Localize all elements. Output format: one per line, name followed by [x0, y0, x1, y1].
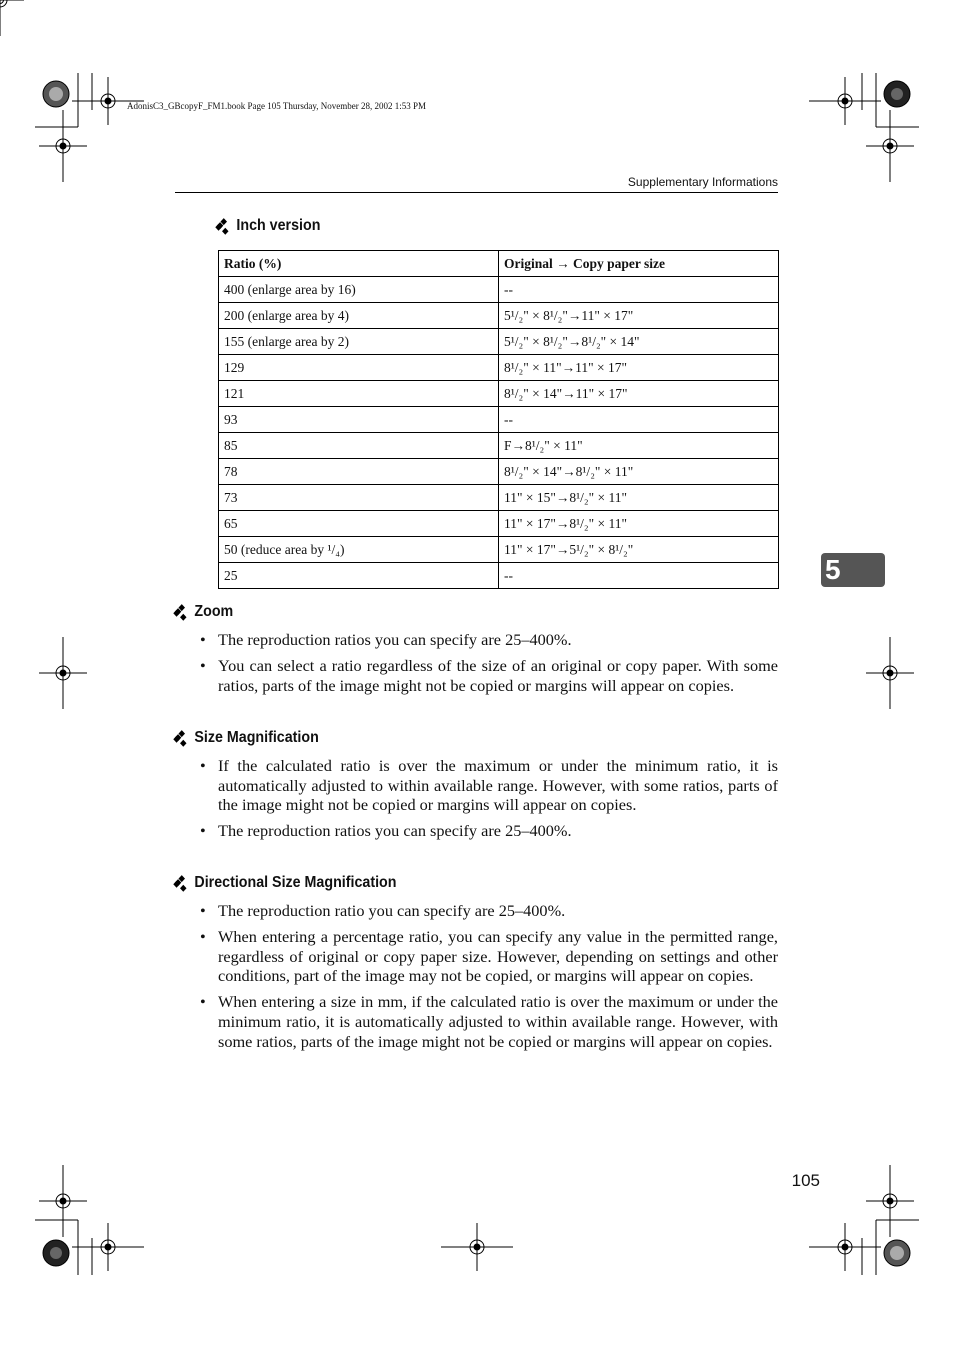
list-item: • You can select a ratio regardless of the size of an original or copy paper. With some ratios, parts of the image might not be copied or margins will appear on copies. [196, 656, 778, 695]
table-row [219, 459, 779, 485]
list-item: • If the calculated ratio is over the maximum or under the minimum ratio, it is automatically adjusted to within available range. However, with some ratios, parts of the image might not be copied or margins will appear on copies. [196, 756, 778, 815]
paper-size-cell: 5¹/₂" × 8¹/₂"→11" × 17" [499, 303, 779, 329]
table-row [219, 485, 779, 511]
section-heading-inch-version: Inch version [218, 217, 320, 235]
size-magnification-bullet-list [196, 756, 778, 847]
section-heading-directional-size-magnification: Directional Size Magnification [176, 874, 396, 892]
list-item: • When entering a size in mm, if the calculated ratio is over the maximum or under the minimum ratio, it is automatically adjusted to within available range. However, with some ratios, parts of the image might not be copied or margins will appear on copies. [196, 992, 778, 1051]
section-heading-size-magnification: Size Magnification [176, 729, 319, 747]
ratio-cell: 65 [219, 511, 499, 537]
header-rule [175, 192, 778, 193]
paper-size-cell: -- [499, 563, 779, 589]
list-item: • The reproduction ratios you can specify are 25–400%. [196, 821, 778, 841]
ratio-cell: 200 (enlarge area by 4) [219, 303, 499, 329]
ratio-cell: 73 [219, 485, 499, 511]
section-heading-zoom: Zoom [176, 603, 233, 621]
ratio-cell: 400 (enlarge area by 16) [219, 277, 499, 303]
ratio-cell: 78 [219, 459, 499, 485]
paper-size-cell: 5¹/₂" × 8¹/₂"→8¹/₂" × 14" [499, 329, 779, 355]
table-row [219, 563, 779, 589]
ratio-cell: 85 [219, 433, 499, 459]
list-item: • When entering a percentage ratio, you can specify any value in the permitted range, regardless of original or copy paper size. However, depending on settings and other conditions, part of the image may not be copied, or margins will appear on copies. [196, 927, 778, 986]
paper-size-cell: 8¹/₂" × 14"→11" × 17" [499, 381, 779, 407]
list-item: • The reproduction ratios you can specify are 25–400%. [196, 630, 778, 650]
paper-size-cell: -- [499, 277, 779, 303]
ratio-cell: 155 (enlarge area by 2) [219, 329, 499, 355]
table-row [219, 277, 779, 303]
ratio-cell: 121 [219, 381, 499, 407]
table-row [219, 303, 779, 329]
ratio-cell: 93 [219, 407, 499, 433]
running-header: Supplementary Informations [627, 175, 778, 189]
paper-size-cell: 11" × 17"→5¹/₂" × 8¹/₂" [499, 537, 779, 563]
directional-bullet-list [196, 901, 778, 1058]
print-slug: AdonisC3_GBcopyF_FM1.book Page 105 Thursday, November 28, 2002 1:53 PM [127, 101, 426, 111]
paper-size-cell: 11" × 15"→8¹/₂" × 11" [499, 485, 779, 511]
table-row [219, 355, 779, 381]
table-row [219, 433, 779, 459]
table-header-row [219, 251, 779, 277]
ratio-cell: 50 (reduce area by ¹/₄) [219, 537, 499, 563]
zoom-bullet-list [196, 630, 778, 702]
table-row [219, 407, 779, 433]
paper-size-cell: 11" × 17"→8¹/₂" × 11" [499, 511, 779, 537]
ratio-cell: 25 [219, 563, 499, 589]
table-row [219, 537, 779, 563]
diamond-bullet-icon [176, 731, 187, 743]
page-number: 105 [791, 1171, 820, 1190]
paper-size-cell: F→8¹/₂" × 11" [499, 433, 779, 459]
ratio-cell: 129 [219, 355, 499, 381]
diamond-bullet-icon [218, 219, 229, 231]
table-row [219, 329, 779, 355]
diamond-bullet-icon [176, 605, 187, 617]
column-header: Ratio (%) [219, 251, 499, 277]
list-item: • The reproduction ratio you can specify are 25–400%. [196, 901, 778, 921]
column-header: Original → Copy paper size [499, 251, 779, 277]
diamond-bullet-icon [176, 876, 187, 888]
paper-size-cell: 8¹/₂" × 11"→11" × 17" [499, 355, 779, 381]
paper-size-cell: -- [499, 407, 779, 433]
paper-size-cell: 8¹/₂" × 14"→8¹/₂" × 11" [499, 459, 779, 485]
ratio-table [218, 250, 779, 589]
table-row [219, 381, 779, 407]
chapter-tab: 5 [821, 553, 885, 587]
table-row [219, 511, 779, 537]
